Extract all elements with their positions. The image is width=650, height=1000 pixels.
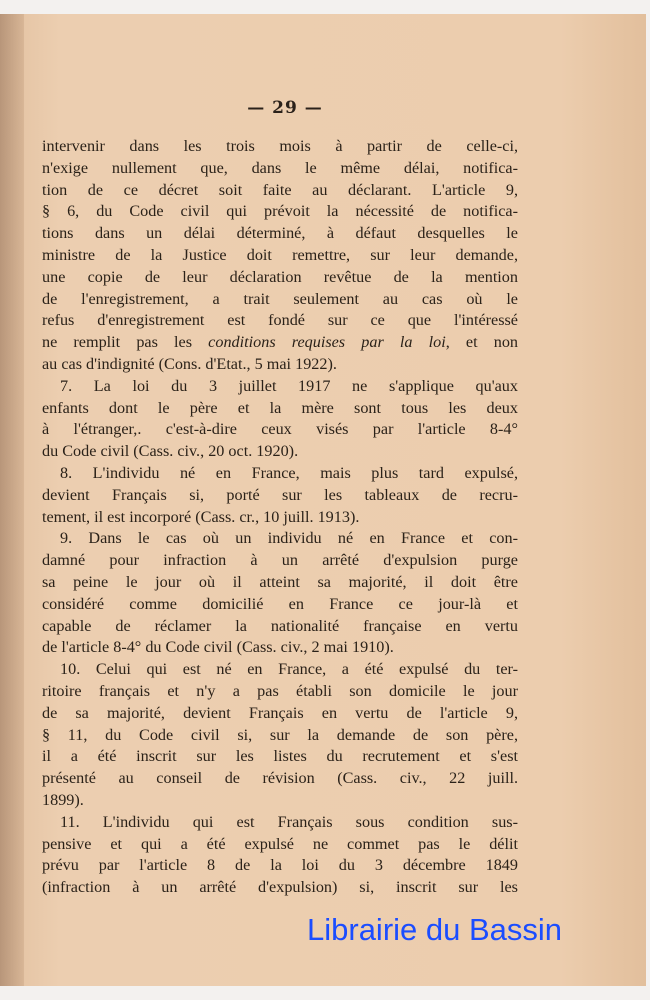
text-line (42, 550, 518, 572)
italic-text: conditions requises par la loi (208, 333, 446, 352)
page-number: — 29 — (247, 98, 323, 118)
line-text: sa peine le jour où il atteint sa majorité, il doit être (42, 572, 518, 591)
line-text: tement, il est incorporé (Cass. cr., 10 juill. 1913). (42, 507, 360, 526)
line-text: refus d'enregistrement est fondé sur ce que l'intéressé (42, 311, 518, 330)
text-line (42, 746, 518, 768)
line-text: enfants dont le père et la mère sont tous les deux (42, 398, 518, 417)
text-line (42, 419, 518, 441)
text-line (42, 768, 518, 790)
line-text: à l'étranger,. c'est-à-dire ceux visés par l'article 8-4° (42, 420, 518, 439)
text-line (42, 594, 518, 616)
line-text: au cas d'indignité (Cons. d'Etat., 5 mai 1922). (42, 354, 337, 373)
text-line (42, 616, 518, 638)
text-line (42, 332, 518, 354)
line-text: § 6, du Code civil qui prévoit la nécessité de notifica- (42, 202, 518, 221)
line-text: ne remplit pas les (42, 333, 209, 352)
line-text: 7. La loi du 3 juillet 1917 ne s'applique qu'aux (60, 376, 518, 395)
text-line (42, 485, 518, 507)
line-text: ministre de la Justice doit remettre, sur leur demande, (42, 245, 518, 264)
line-text: 8. L'individu né en France, mais plus tard expulsé, (60, 463, 518, 482)
text-line (42, 158, 518, 180)
text-line (42, 245, 518, 267)
line-text: de l'article 8-4° du Code civil (Cass. civ., 2 mai 1910). (42, 638, 394, 657)
line-text: 11. L'individu qui est Français sous condition sus- (60, 812, 518, 831)
line-text: devient Français si, porté sur les tableaux de recru- (42, 485, 518, 504)
line-text: considéré comme domicilié en France ce jour-là et (42, 594, 518, 613)
text-line (42, 528, 518, 550)
text-line (42, 659, 518, 681)
line-text: 1899). (42, 790, 84, 809)
text-line (42, 136, 518, 158)
text-line (42, 507, 518, 529)
text-line (42, 855, 518, 877)
line-text: présenté au conseil de révision (Cass. civ., 22 juill. (42, 769, 518, 788)
line-text: une copie de leur déclaration revêtue de la mention (42, 267, 518, 286)
line-text: de l'enregistrement, a trait seulement au cas où le (42, 289, 518, 308)
line-text: ritoire français et n'y a pas établi son domicile le jour (42, 681, 518, 700)
text-line (42, 267, 518, 289)
line-text: 9. Dans le cas où un individu né en France et con- (60, 529, 518, 548)
watermark: Librairie du Bassin (307, 912, 563, 947)
text-line (42, 637, 518, 659)
text-line (42, 681, 518, 703)
line-text: il a été inscrit sur les listes du recrutement et s'est (42, 747, 518, 766)
line-text: 10. Celui qui est né en France, a été expulsé du ter- (60, 660, 518, 679)
text-line (42, 310, 518, 332)
line-text: pensive et qui a été expulsé ne commet pas le délit (42, 834, 518, 853)
text-line (42, 834, 518, 856)
line-text: damné pour infraction à un arrêté d'expulsion purge (42, 551, 518, 570)
text-line (42, 354, 518, 376)
text-line (42, 201, 518, 223)
line-text: § 11, du Code civil si, sur la demande de son père, (42, 725, 518, 744)
line-text: n'exige nullement que, dans le même délai, notifica- (42, 158, 518, 177)
adjacent-page-edge (0, 14, 24, 986)
line-text: prévu par l'article 8 de la loi du 3 décembre 1849 (42, 856, 518, 875)
line-text: tions dans un délai déterminé, à défaut desquelles le (42, 224, 518, 243)
text-line (42, 790, 518, 812)
page-body-text (42, 136, 518, 899)
line-text: de sa majorité, devient Français en vertu de l'article 9, (42, 703, 518, 722)
line-text: (infraction à un arrêté d'expulsion) si, inscrit sur les (42, 878, 518, 897)
text-line (42, 877, 518, 899)
text-line (42, 812, 518, 834)
line-text: du Code civil (Cass. civ., 20 oct. 1920). (42, 442, 299, 461)
line-text: , et non (445, 333, 519, 352)
text-line (42, 725, 518, 747)
line-text: capable de réclamer la nationalité française en vertu (42, 616, 518, 635)
text-line (42, 376, 518, 398)
text-line (42, 703, 518, 725)
text-line (42, 463, 518, 485)
text-line (42, 572, 518, 594)
line-text: intervenir dans les trois mois à partir de celle-ci, (42, 137, 518, 155)
line-text: tion de ce décret soit faite au déclarant. L'article 9, (42, 180, 518, 199)
text-line (42, 441, 518, 463)
text-line (42, 223, 518, 245)
text-line (42, 289, 518, 311)
text-line (42, 180, 518, 202)
text-line (42, 398, 518, 420)
